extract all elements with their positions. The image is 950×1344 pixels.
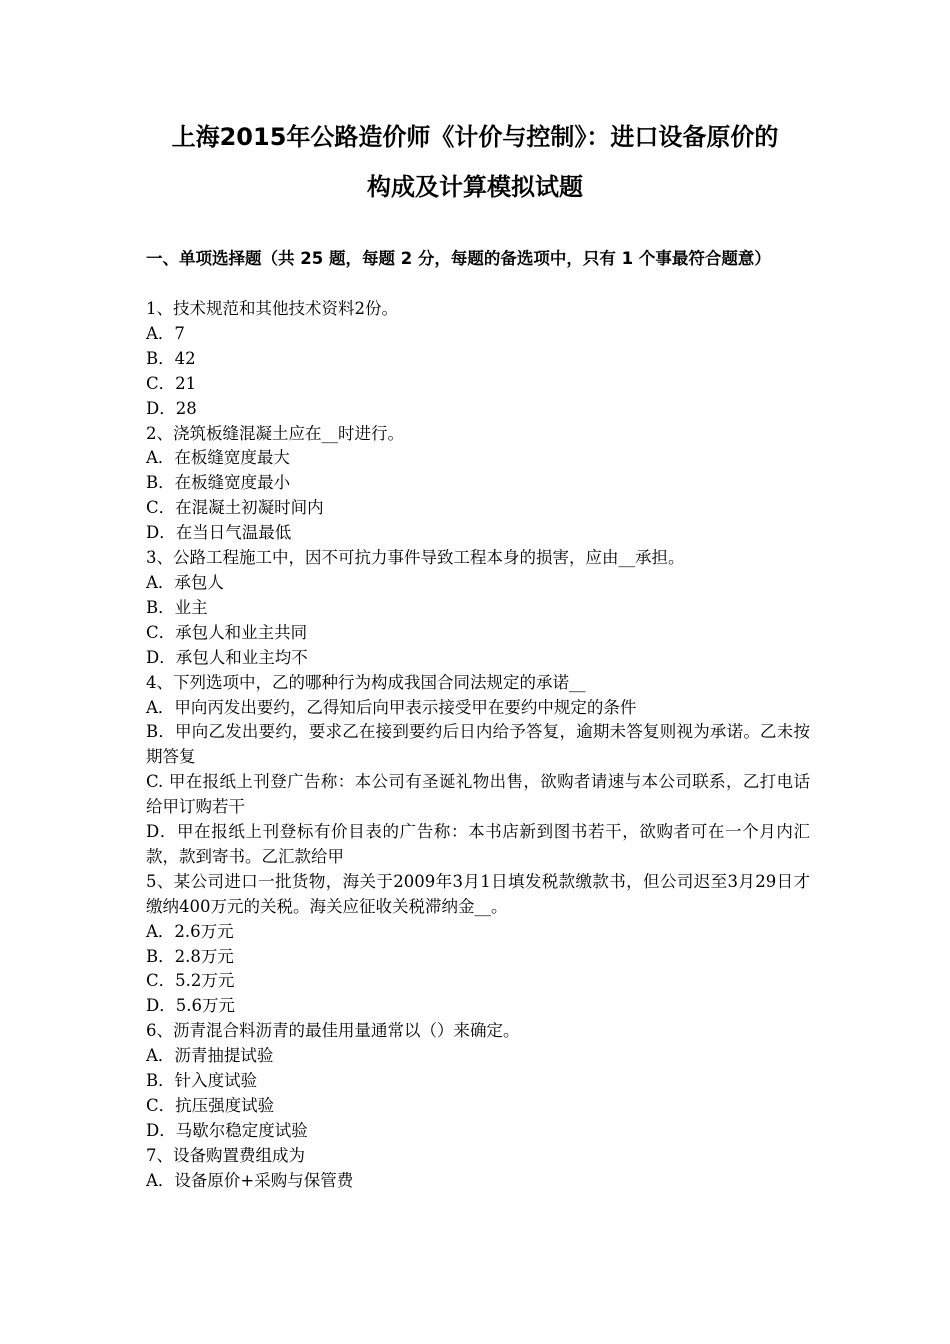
option-text: C．5.2万元 bbox=[146, 971, 235, 991]
option-text: C．抗压强度试验 bbox=[146, 1096, 275, 1115]
section-heading: 一、单项选择题（共 25 题，每题 2 分，每题的备选项中，只有 1 个事最符合题意） bbox=[146, 249, 771, 268]
option-text: A．在板缝宽度最大 bbox=[146, 448, 290, 468]
option-text: B．2.8万元 bbox=[146, 946, 234, 966]
option-text: C．承包人和业主共同 bbox=[146, 622, 308, 642]
option-text: A．2.6万元 bbox=[146, 921, 234, 941]
option-text: A．承包人 bbox=[146, 572, 224, 592]
question-text: 4、下列选项中，乙的哪种行为构成我国合同法规定的承诺__ bbox=[146, 672, 586, 692]
option-text: C. 甲在报纸上刊登广告称：本公司有圣诞礼物出售，欲购者请速与本公司联系，乙打电话给甲订购若干 bbox=[146, 772, 810, 817]
option-text: D．马歇尔稳定度试验 bbox=[146, 1120, 308, 1140]
question-list bbox=[146, 297, 810, 1194]
title-line-2: 构成及计算模拟试题 bbox=[367, 173, 583, 201]
option-text: A．沥青抽提试验 bbox=[146, 1046, 274, 1066]
option-text: A．甲向丙发出要约，乙得知后向甲表示接受甲在要约中规定的条件 bbox=[146, 697, 637, 717]
question-text: 1、技术规范和其他技术资料2份。 bbox=[146, 299, 398, 318]
option-text: B．在板缝宽度最小 bbox=[146, 473, 291, 493]
option-text: C．在混凝土初凝时间内 bbox=[146, 498, 324, 518]
option-text: D．5.6万元 bbox=[146, 996, 235, 1016]
question-text: 5、某公司进口一批货物，海关于2009年3月1日填发税款缴款书，但公司迟至3月29日才缴纳400万元的关税。海关应征收关税滞纳金__。 bbox=[146, 871, 810, 916]
option-text: D．28 bbox=[146, 398, 197, 418]
option-text: A．7 bbox=[146, 323, 185, 343]
option-text: B．业主 bbox=[146, 597, 208, 617]
option-text: D．甲在报纸上刊登标有价目表的广告称：本书店新到图书若干，欲购者可在一个月内汇款，款到寄书。乙汇款给甲 bbox=[146, 822, 810, 866]
question-text: 2、浇筑板缝混凝土应在__时进行。 bbox=[146, 423, 404, 443]
option-text: D．在当日气温最低 bbox=[146, 523, 292, 543]
question-text: 7、设备购置费组成为 bbox=[146, 1145, 305, 1165]
option-text: C．21 bbox=[146, 373, 197, 393]
option-text: B．甲向乙发出要约，要求乙在接到要约后日内给予答复，逾期未答复则视为承诺。乙未按期答复 bbox=[146, 722, 810, 767]
option-text: D．承包人和业主均不 bbox=[146, 647, 308, 667]
option-text: A．设备原价+采购与保管费 bbox=[146, 1170, 354, 1190]
option-text: B．42 bbox=[146, 348, 196, 368]
title-line-1: 上海2015年公路造价师《计价与控制》：进口设备原价的 bbox=[171, 123, 779, 151]
question-text: 3、公路工程施工中，因不可抗力事件导致工程本身的损害，应由__承担。 bbox=[146, 548, 685, 568]
question-text: 6、沥青混合料沥青的最佳用量通常以（）来确定。 bbox=[146, 1021, 520, 1041]
option-text: B．针入度试验 bbox=[146, 1071, 258, 1091]
